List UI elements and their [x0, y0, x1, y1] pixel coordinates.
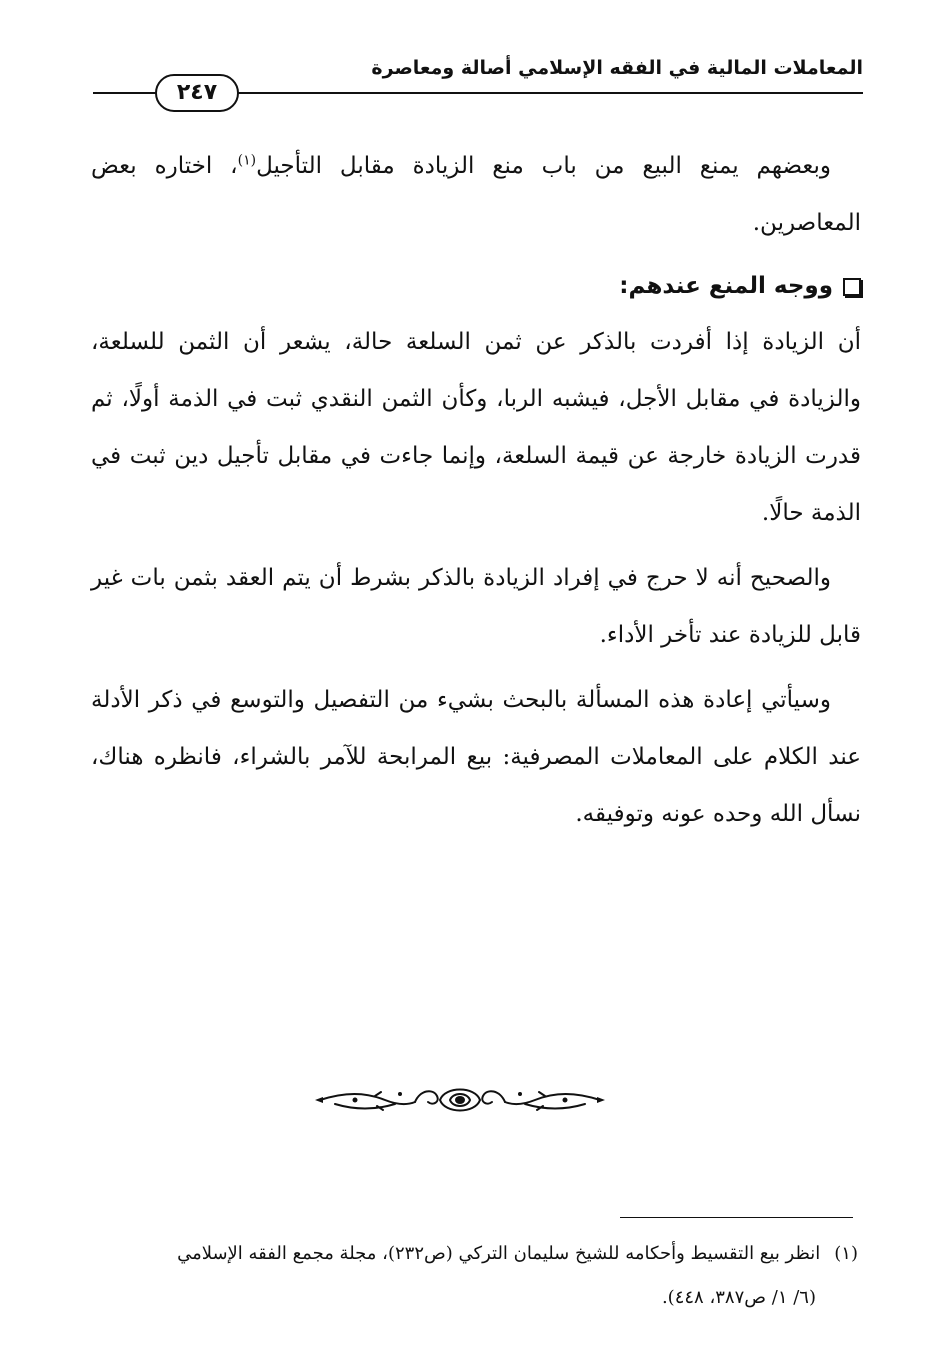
page-number: ٢٤٧	[155, 74, 239, 112]
main-text	[91, 138, 861, 851]
footnote-number: (١)	[834, 1243, 858, 1264]
subheading-text: ووجه المنع عندهم:	[619, 273, 833, 299]
paragraph-3: والصحيح أنه لا حرج في إفراد الزيادة بالذكر بشرط أن يتم العقد بثمن بات غير قابل للزيادة عند تأخر الأداء.	[91, 565, 861, 648]
decorative-ornament-icon	[315, 1080, 605, 1120]
footnote-reference[interactable]: (١)	[237, 152, 257, 169]
paragraph-4: وسيأتي إعادة هذه المسألة بالبحث بشيء من التفصيل والتوسع في ذكر الأدلة عند الكلام على المعاملات المصرفية: بيع المرابحة للآمر بالشراء، فانظره هناك، نسأل الله وحده عونه وتوفيقه.	[91, 687, 861, 827]
footnote-text-line-1: انظر بيع التقسيط وأحكامه للشيخ سليمان التركي (ص٢٣٢)، مجلة مجمع الفقه الإسلامي	[177, 1243, 821, 1264]
paragraph-1-text-b: ، اختاره بعض المعاصرين.	[91, 153, 861, 236]
footnote-1-continuation: (٦/ ١/ ص٣٨٧، ٤٤٨).	[661, 1287, 816, 1308]
square-bullet-icon	[843, 278, 861, 296]
footnote-1	[83, 1232, 858, 1276]
paragraph-1	[91, 138, 861, 252]
running-header-title: المعاملات المالية في الفقه الإسلامي أصالة ومعاصرة	[371, 57, 863, 79]
footnotes	[83, 1232, 858, 1320]
paragraph-1-text-a: وبعضهم يمنع البيع من باب منع الزيادة مقابل التأجيل	[256, 153, 831, 179]
footnote-separator	[620, 1217, 853, 1218]
paragraph-2: أن الزيادة إذا أفردت بالذكر عن ثمن السلعة حالة، يشعر أن الثمن للسلعة، والزيادة في مقابل الأجل، فيشبه الربا، وكأن الثمن النقدي ثبت في الذمة أولًا، ثم قدرت الزيادة خارجة عن قيمة السلعة، وإنما جاءت في مقابل تأجيل دين ثبت في الذمة حالًا.	[91, 329, 861, 526]
section-subheading	[91, 264, 861, 308]
